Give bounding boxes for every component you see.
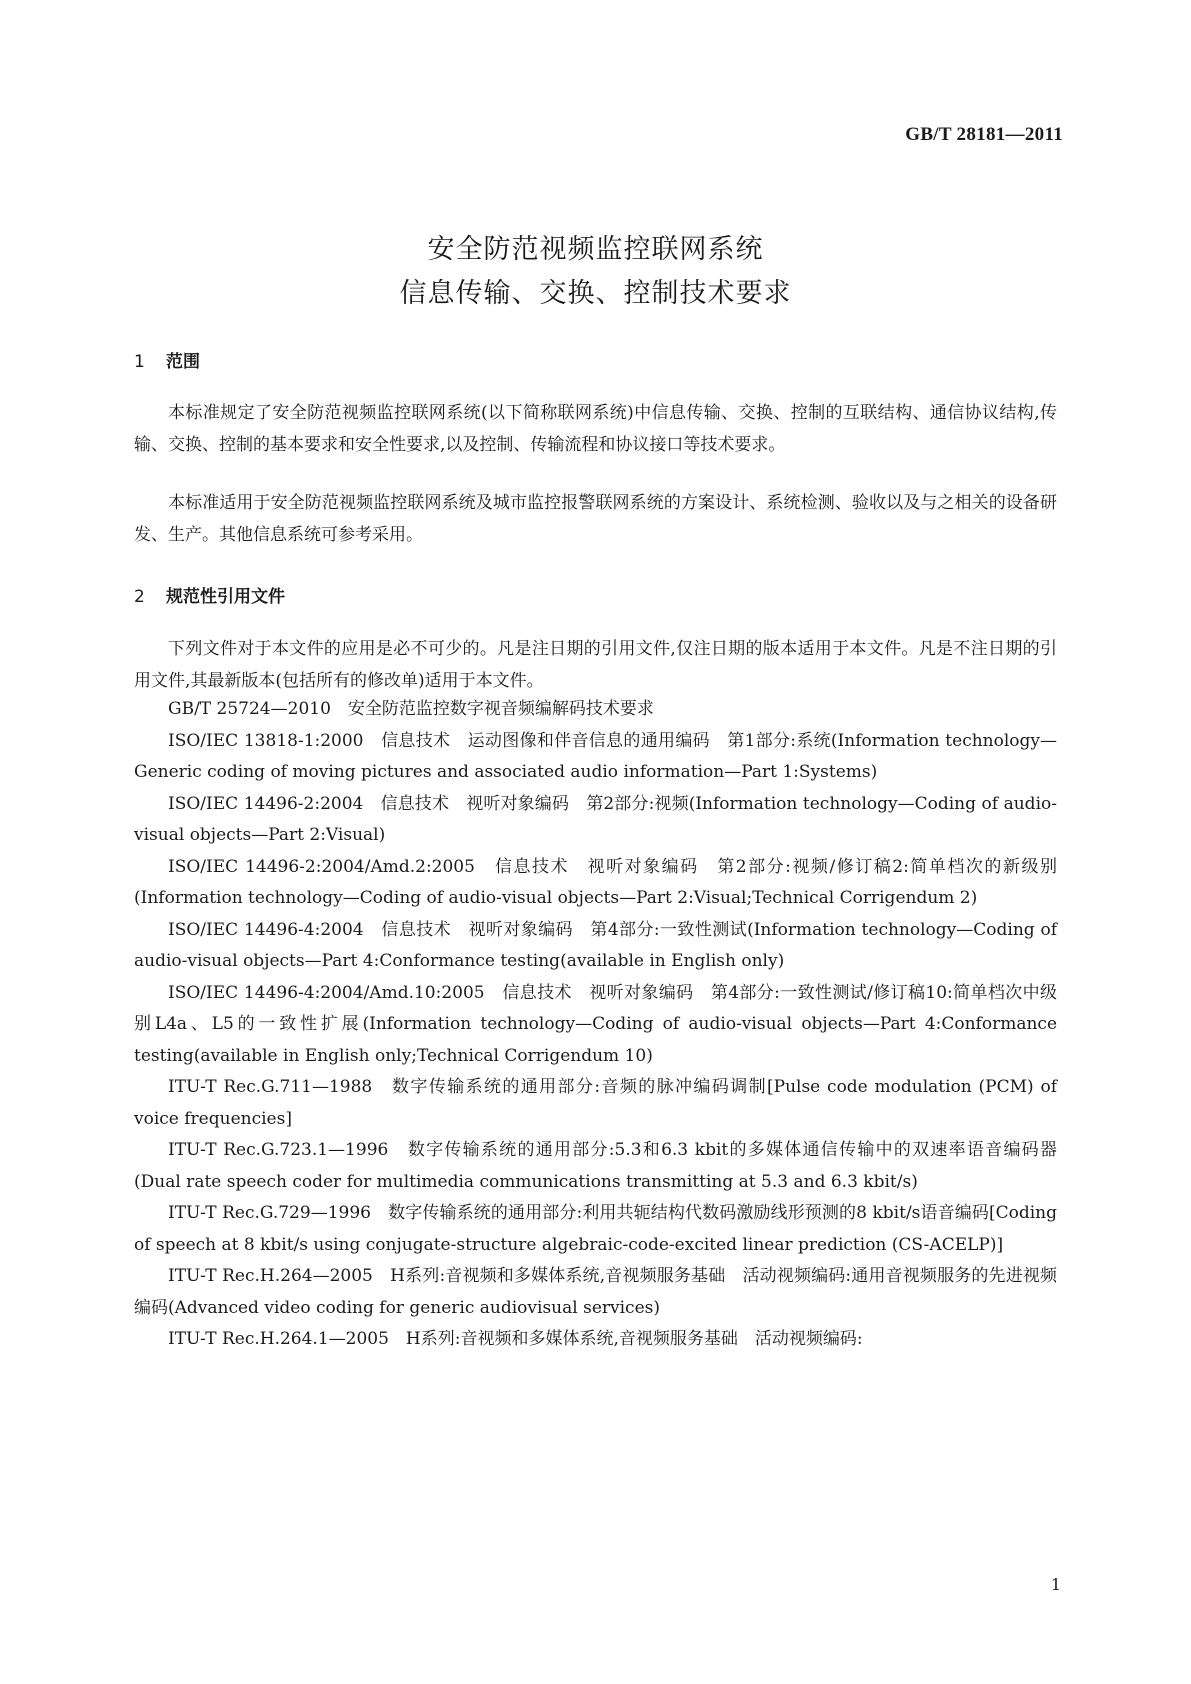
reference-item: ISO/IEC 13818-1:2000 信息技术 运动图像和伴音信息的通用编码 第1部分:系统(Information technology—Generic coding of moving pictures and associated audio information—Part 1:Systems)	[134, 730, 1057, 782]
title-line-2: 信息传输、交换、控制技术要求	[399, 278, 792, 309]
reference-item: ISO/IEC 14496-4:2004/Amd.10:2005 信息技术 视听对象编码 第4部分:一致性测试/修订稿10:简单档次中级别L4a、L5的一致性扩展(Information technology—Coding of audio-visual objects—Part 4:Conformance testing(available in English only;Technical Corrigendum 10)	[134, 982, 1057, 1066]
section-1-title: 范围	[166, 352, 200, 372]
reference-item: ISO/IEC 14496-4:2004 信息技术 视听对象编码 第4部分:一致性测试(Information technology—Coding of audio-visual objects—Part 4:Conformance testing(available in English only)	[134, 919, 1057, 971]
reference-item: ITU-T Rec.G.729—1996 数字传输系统的通用部分:利用共轭结构代数码激励线形预测的8 kbit/s语音编码[Coding of speech at 8 kbit/s using conjugate-structure algebraic-code-excited linear prediction (CS-ACELP)]	[134, 1203, 1057, 1255]
reference-item: ITU-T Rec.H.264—2005 H系列:音视频和多媒体系统,音视频服务基础 活动视频编码:通用音视频服务的先进视频编码(Advanced video coding for generic audiovisual services)	[134, 1266, 1057, 1318]
reference-item: ISO/IEC 14496-2:2004 信息技术 视听对象编码 第2部分:视频(Information technology—Coding of audio-visual objects—Part 2:Visual)	[134, 793, 1057, 845]
section-2-title: 规范性引用文件	[166, 587, 285, 607]
section-2-heading	[134, 582, 285, 607]
reference-item: ISO/IEC 14496-2:2004/Amd.2:2005 信息技术 视听对象编码 第2部分:视频/修订稿2:简单档次的新级别(Information technology—Coding of audio-visual objects—Part 2:Visual;Technical Corrigendum 2)	[134, 856, 1057, 908]
section-1-paragraph: 本标准适用于安全防范视频监控联网系统及城市监控报警联网系统的方案设计、系统检测、验收以及与之相关的设备研发、生产。其他信息系统可参考采用。	[134, 493, 1057, 545]
reference-item: ITU-T Rec.H.264.1—2005 H系列:音视频和多媒体系统,音视频服务基础 活动视频编码:	[168, 1329, 863, 1349]
reference-item: ITU-T Rec.G.711—1988 数字传输系统的通用部分:音频的脉冲编码调制[Pulse code modulation (PCM) of voice frequencies]	[134, 1077, 1057, 1129]
section-1-paragraph: 本标准规定了安全防范视频监控联网系统(以下简称联网系统)中信息传输、交换、控制的互联结构、通信协议结构,传输、交换、控制的基本要求和安全性要求,以及控制、传输流程和协议接口等技术要求。	[134, 403, 1057, 455]
section-1-heading	[134, 347, 200, 372]
standard-code: GB/T 28181—2011	[905, 124, 1063, 145]
section-2-number: 2	[134, 587, 145, 607]
section-2-intro: 下列文件对于本文件的应用是必不可少的。凡是注日期的引用文件,仅注日期的版本适用于本文件。凡是不注日期的引用文件,其最新版本(包括所有的修改单)适用于本文件。	[134, 639, 1057, 691]
document-title	[0, 228, 1191, 316]
reference-item: GB/T 25724—2010 安全防范监控数字视音频编解码技术要求	[168, 699, 654, 719]
title-line-1: 安全防范视频监控联网系统	[427, 234, 764, 265]
section-1-number: 1	[134, 352, 145, 372]
reference-list	[134, 694, 1057, 1356]
reference-item: ITU-T Rec.G.723.1—1996 数字传输系统的通用部分:5.3和6.3 kbit的多媒体通信传输中的双速率语音编码器(Dual rate speech coder for multimedia communications transmitting at 5.3 and 6.3 kbit/s)	[134, 1140, 1057, 1192]
page-number: 1	[1050, 1575, 1061, 1594]
